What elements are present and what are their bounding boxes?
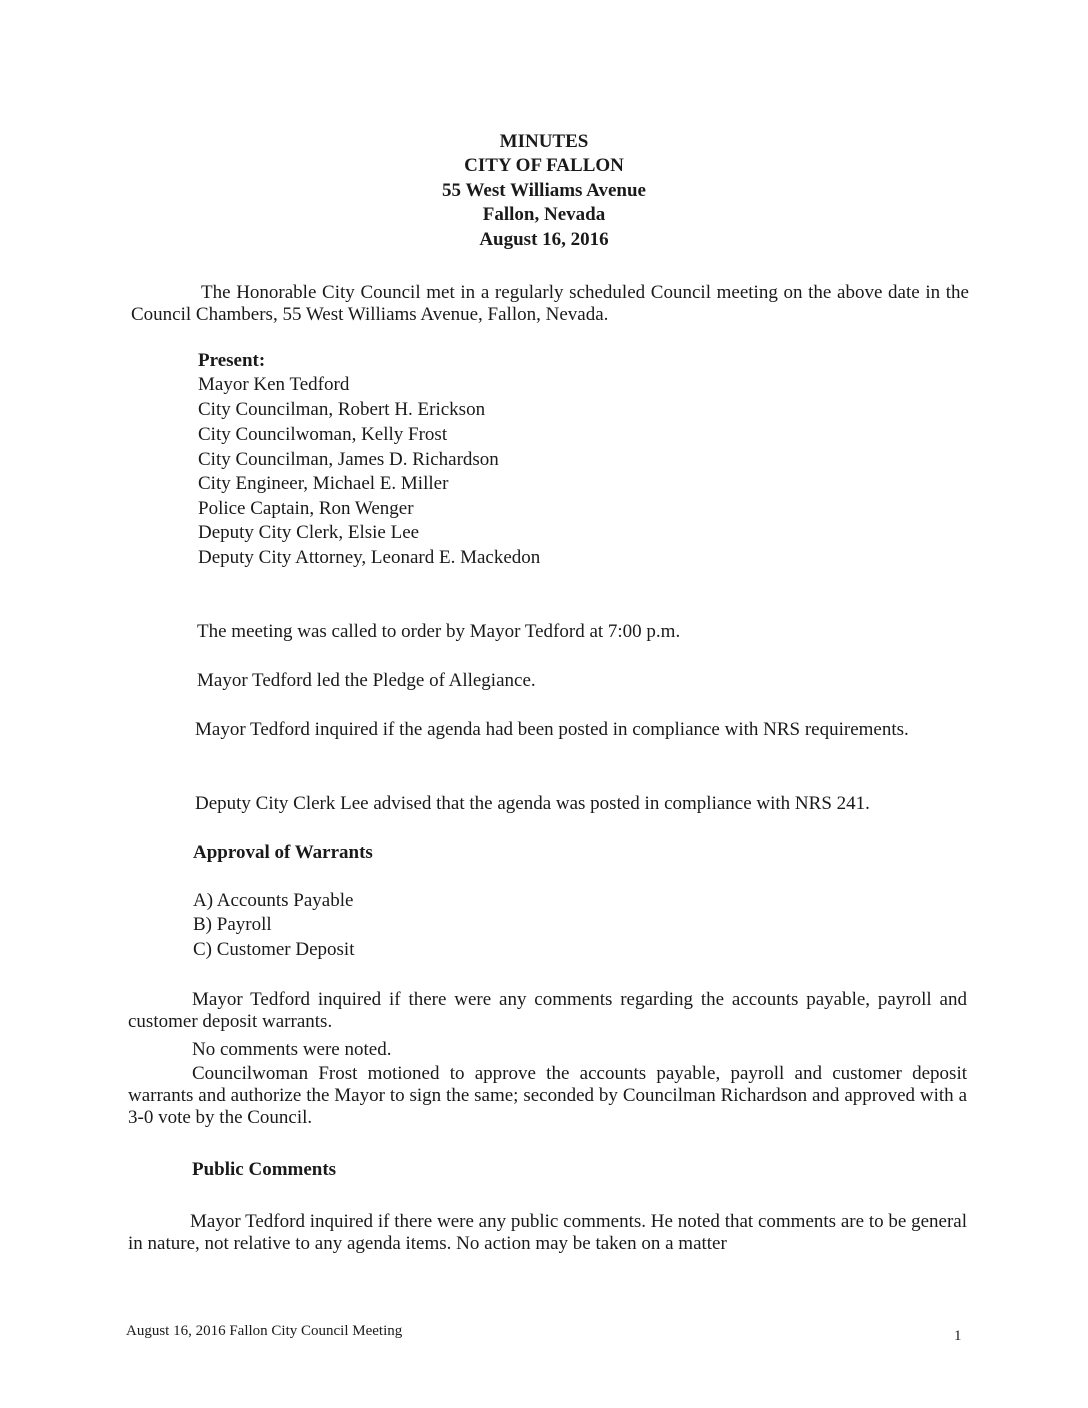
warrant-item: A) Accounts Payable [193, 890, 354, 911]
present-member: Police Captain, Ron Wenger [198, 498, 414, 519]
warrant-item: B) Payroll [193, 914, 272, 935]
present-member: Deputy City Clerk, Elsie Lee [198, 522, 420, 543]
warrants-heading: Approval of Warrants [193, 842, 373, 863]
warrant-item: C) Customer Deposit [193, 939, 355, 960]
present-member: City Councilman, James D. Richardson [198, 449, 499, 470]
present-member: Mayor Ken Tedford [198, 374, 350, 395]
agenda-response: Deputy City Clerk Lee advised that the agenda was posted in compliance with NRS 241. [195, 793, 870, 814]
no-comments-note: No comments were noted. [192, 1039, 392, 1060]
call-to-order: The meeting was called to order by Mayor Tedford at 7:00 p.m. [197, 621, 681, 642]
pledge: Mayor Tedford led the Pledge of Allegiance. [197, 670, 536, 691]
public-comments-text: Mayor Tedford inquired if there were any public comments. He noted that comments are to be general in nature, not relative to any agenda items. No action may be taken on a matter [128, 1211, 967, 1254]
city-name: CITY OF FALLON [464, 155, 624, 176]
present-heading: Present: [198, 350, 266, 371]
doc-title: MINUTES [499, 131, 589, 152]
warrants-motion: Councilwoman Frost motioned to approve the accounts payable, payroll and customer deposit warrants and authorize the Mayor to sign the same; seconded by Councilman Richardson and approved with a 3-0 vote by the Council. [128, 1063, 967, 1128]
meeting-date: August 16, 2016 [479, 229, 609, 250]
intro-paragraph: The Honorable City Council met in a regularly scheduled Council meeting on the above date in the Council Chambers, 55 West Williams Avenue, Fallon, Nevada. [131, 282, 969, 325]
present-member: City Councilman, Robert H. Erickson [198, 399, 486, 420]
public-comments-heading: Public Comments [192, 1159, 337, 1180]
footer-meeting-label: August 16, 2016 Fallon City Council Meeting [126, 1323, 403, 1339]
warrants-inquiry: Mayor Tedford inquired if there were any comments regarding the accounts payable, payroll and customer deposit warrants. [128, 989, 967, 1032]
present-member: City Engineer, Michael E. Miller [198, 473, 449, 494]
page-number: 1 [954, 1328, 962, 1344]
agenda-inquiry: Mayor Tedford inquired if the agenda had been posted in compliance with NRS requirements. [195, 719, 909, 740]
street-address: 55 West Williams Avenue [442, 180, 646, 201]
present-member: Deputy City Attorney, Leonard E. Mackedon [198, 547, 541, 568]
present-member: City Councilwoman, Kelly Frost [198, 424, 448, 445]
city-state: Fallon, Nevada [482, 204, 606, 225]
